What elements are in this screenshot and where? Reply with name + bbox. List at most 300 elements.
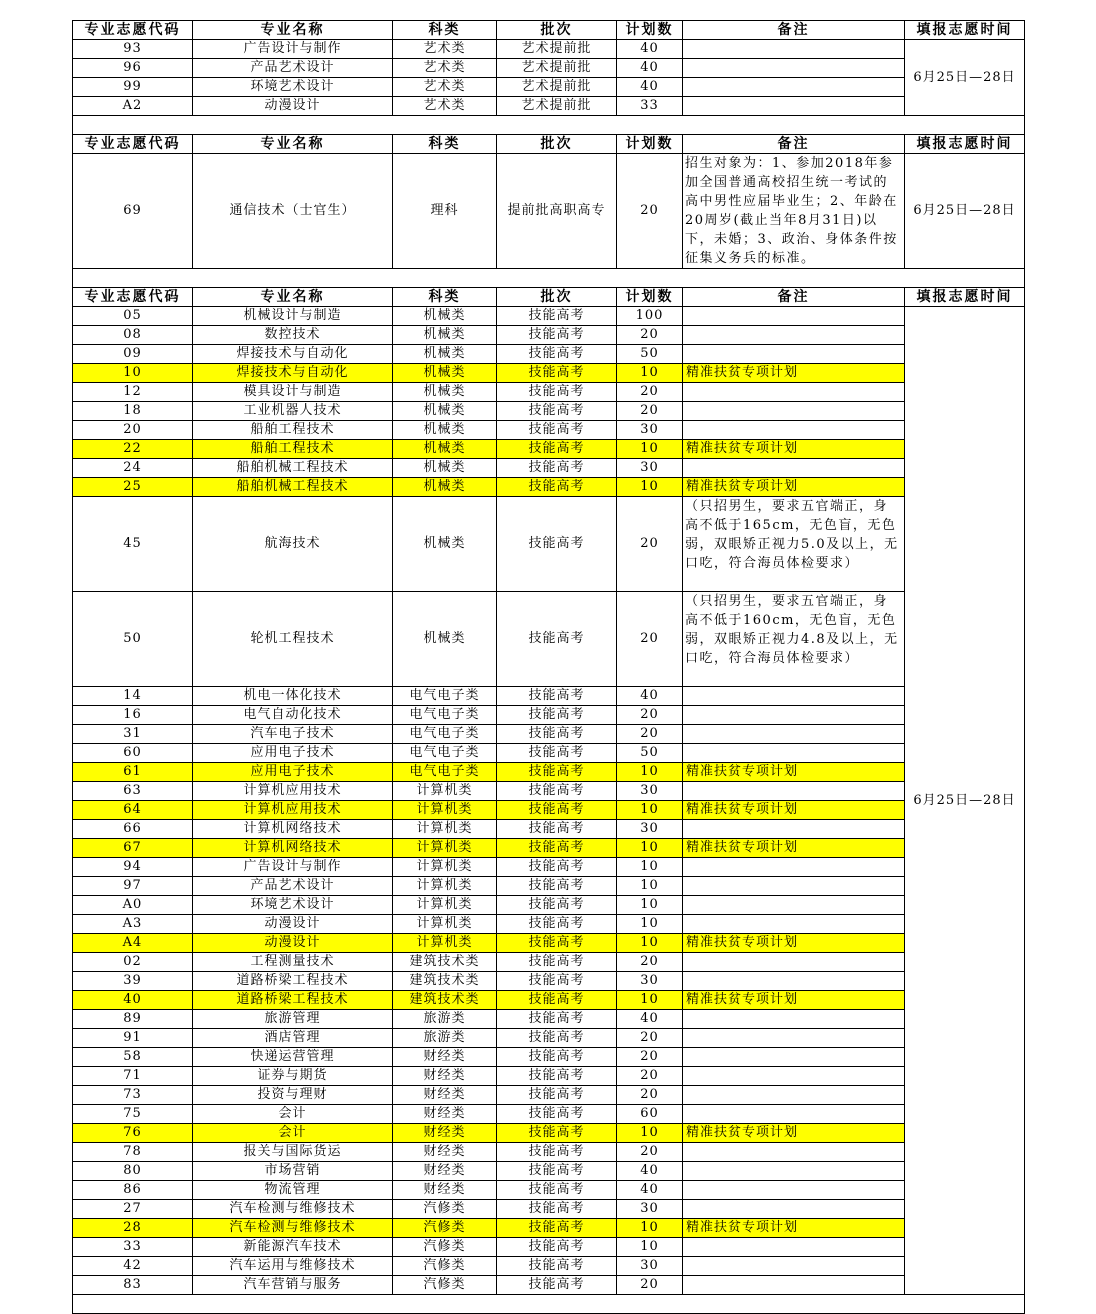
- table-row: [73, 1105, 1025, 1124]
- cell-code: 73: [73, 1086, 193, 1105]
- cell-batch: 技能高考: [497, 725, 617, 744]
- cell-plan: 50: [617, 744, 683, 763]
- table-row: [73, 40, 1025, 59]
- cell-batch: 技能高考: [497, 1181, 617, 1200]
- cell-code: 60: [73, 744, 193, 763]
- cell-batch: 技能高考: [497, 1086, 617, 1105]
- header-row-2: [73, 135, 1025, 154]
- cell-plan: 50: [617, 345, 683, 364]
- cell-batch: 技能高考: [497, 1105, 617, 1124]
- cell-note: [683, 345, 905, 364]
- cell-batch: 技能高考: [497, 497, 617, 592]
- cell-batch: 技能高考: [497, 991, 617, 1010]
- table-row: [73, 97, 1025, 116]
- cell-note: [683, 326, 905, 345]
- cell-note: [683, 725, 905, 744]
- cell-name: 机械设计与制造: [193, 307, 393, 326]
- table-row: [73, 1124, 1025, 1143]
- cell-plan: 20: [617, 1143, 683, 1162]
- cell-plan: 20: [617, 1276, 683, 1295]
- cell-batch: 技能高考: [497, 1162, 617, 1181]
- cell-name: 焊接技术与自动化: [193, 364, 393, 383]
- cell-note: [683, 1162, 905, 1181]
- cell-plan: 33: [617, 97, 683, 116]
- cell-category: 财经类: [393, 1048, 497, 1067]
- cell-batch: 技能高考: [497, 440, 617, 459]
- header-time: 填报志愿时间: [905, 21, 1025, 40]
- cell-code: 20: [73, 421, 193, 440]
- cell-code: 86: [73, 1181, 193, 1200]
- cell-code: 93: [73, 40, 193, 59]
- cell-name: 市场营销: [193, 1162, 393, 1181]
- cell-plan: 20: [617, 497, 683, 592]
- cell-code: 14: [73, 687, 193, 706]
- cell-note: [683, 1010, 905, 1029]
- table-row: [73, 307, 1025, 326]
- cell-category: 汽修类: [393, 1219, 497, 1238]
- cell-plan: 20: [617, 706, 683, 725]
- cell-name: 工程测量技术: [193, 953, 393, 972]
- table-row: [73, 59, 1025, 78]
- cell-plan: 10: [617, 440, 683, 459]
- cell-name: 物流管理: [193, 1181, 393, 1200]
- cell-name: 环境艺术设计: [193, 78, 393, 97]
- cell-code: 89: [73, 1010, 193, 1029]
- cell-batch: 艺术提前批: [497, 97, 617, 116]
- cell-plan: 30: [617, 782, 683, 801]
- cell-name: 通信技术（士官生）: [193, 154, 393, 269]
- cell-code: 75: [73, 1105, 193, 1124]
- cell-category: 机械类: [393, 459, 497, 478]
- cell-batch: 技能高考: [497, 383, 617, 402]
- cell-batch: 技能高考: [497, 687, 617, 706]
- cell-plan: 10: [617, 991, 683, 1010]
- header-plan: 计划数: [617, 135, 683, 154]
- cell-batch: 技能高考: [497, 1143, 617, 1162]
- table-row: [73, 383, 1025, 402]
- cell-category: 电气电子类: [393, 725, 497, 744]
- cell-plan: 20: [617, 154, 683, 269]
- cell-category: 计算机类: [393, 820, 497, 839]
- cell-plan: 20: [617, 725, 683, 744]
- cell-note: 精准扶贫专项计划: [683, 1124, 905, 1143]
- header-row-3: [73, 288, 1025, 307]
- cell-category: 机械类: [393, 307, 497, 326]
- cell-name: 船舶机械工程技术: [193, 478, 393, 497]
- cell-category: 建筑技术类: [393, 991, 497, 1010]
- cell-note: [683, 1276, 905, 1295]
- cell-category: 财经类: [393, 1105, 497, 1124]
- table-row: [73, 801, 1025, 820]
- cell-batch: 技能高考: [497, 345, 617, 364]
- cell-batch: 提前批高职高专: [497, 154, 617, 269]
- cell-code: 40: [73, 991, 193, 1010]
- spacer-row: [73, 269, 1025, 288]
- table-row: [73, 592, 1025, 687]
- cell-batch: 艺术提前批: [497, 59, 617, 78]
- cell-note: [683, 896, 905, 915]
- spacer-cell: [73, 116, 1025, 135]
- table-row: [73, 497, 1025, 592]
- cell-batch: 技能高考: [497, 1029, 617, 1048]
- cell-name: 工业机器人技术: [193, 402, 393, 421]
- cell-category: 机械类: [393, 326, 497, 345]
- cell-batch: 技能高考: [497, 1010, 617, 1029]
- cell-code: 45: [73, 497, 193, 592]
- cell-name: 模具设计与制造: [193, 383, 393, 402]
- cell-name: 广告设计与制作: [193, 858, 393, 877]
- table-row: [73, 440, 1025, 459]
- cell-name: 动漫设计: [193, 915, 393, 934]
- cell-code: 18: [73, 402, 193, 421]
- cell-plan: 30: [617, 421, 683, 440]
- cell-category: 艺术类: [393, 40, 497, 59]
- cell-category: 机械类: [393, 364, 497, 383]
- cell-plan: 20: [617, 1067, 683, 1086]
- table-row: [73, 364, 1025, 383]
- cell-note: [683, 459, 905, 478]
- table-row: [73, 877, 1025, 896]
- cell-note: 精准扶贫专项计划: [683, 478, 905, 497]
- admission-plan-sheet: [72, 20, 1024, 1314]
- cell-plan: 40: [617, 40, 683, 59]
- cell-note: [683, 1181, 905, 1200]
- header-time: 填报志愿时间: [905, 135, 1025, 154]
- cell-note: 精准扶贫专项计划: [683, 934, 905, 953]
- cell-note: [683, 1029, 905, 1048]
- cell-code: 08: [73, 326, 193, 345]
- cell-plan: 40: [617, 1162, 683, 1181]
- header-time: 填报志愿时间: [905, 288, 1025, 307]
- cell-plan: 10: [617, 839, 683, 858]
- cell-category: 机械类: [393, 383, 497, 402]
- header-batch: 批次: [497, 21, 617, 40]
- spacer-row: [73, 1295, 1025, 1314]
- cell-note: 精准扶贫专项计划: [683, 763, 905, 782]
- cell-plan: 10: [617, 801, 683, 820]
- cell-code: 24: [73, 459, 193, 478]
- cell-batch: 技能高考: [497, 592, 617, 687]
- cell-batch: 技能高考: [497, 820, 617, 839]
- cell-plan: 10: [617, 934, 683, 953]
- cell-name: 广告设计与制作: [193, 40, 393, 59]
- table-row: [73, 1162, 1025, 1181]
- cell-note: 精准扶贫专项计划: [683, 1219, 905, 1238]
- table-row: [73, 402, 1025, 421]
- table-row: [73, 839, 1025, 858]
- cell-category: 财经类: [393, 1124, 497, 1143]
- cell-batch: 艺术提前批: [497, 40, 617, 59]
- header-category: 科类: [393, 135, 497, 154]
- cell-category: 艺术类: [393, 59, 497, 78]
- cell-batch: 技能高考: [497, 877, 617, 896]
- cell-name: 船舶工程技术: [193, 421, 393, 440]
- cell-code: 39: [73, 972, 193, 991]
- cell-name: 旅游管理: [193, 1010, 393, 1029]
- cell-code: 64: [73, 801, 193, 820]
- cell-category: 计算机类: [393, 877, 497, 896]
- cell-code: A3: [73, 915, 193, 934]
- cell-batch: 技能高考: [497, 1257, 617, 1276]
- cell-note: [683, 972, 905, 991]
- table-row: [73, 858, 1025, 877]
- table-row: [73, 1219, 1025, 1238]
- table-row: [73, 1276, 1025, 1295]
- table-row: [73, 1200, 1025, 1219]
- cell-category: 财经类: [393, 1181, 497, 1200]
- header-category: 科类: [393, 288, 497, 307]
- cell-batch: 技能高考: [497, 1238, 617, 1257]
- cell-category: 机械类: [393, 497, 497, 592]
- cell-code: 42: [73, 1257, 193, 1276]
- cell-note: [683, 1143, 905, 1162]
- header-category: 科类: [393, 21, 497, 40]
- cell-category: 财经类: [393, 1086, 497, 1105]
- cell-plan: 30: [617, 1257, 683, 1276]
- cell-code: 96: [73, 59, 193, 78]
- cell-batch: 技能高考: [497, 858, 617, 877]
- cell-category: 艺术类: [393, 97, 497, 116]
- table-row: [73, 1143, 1025, 1162]
- cell-batch: 技能高考: [497, 1124, 617, 1143]
- header-batch: 批次: [497, 135, 617, 154]
- table-row: [73, 991, 1025, 1010]
- cell-plan: 20: [617, 402, 683, 421]
- cell-name: 环境艺术设计: [193, 896, 393, 915]
- cell-batch: 技能高考: [497, 706, 617, 725]
- cell-name: 汽车电子技术: [193, 725, 393, 744]
- table-row: [73, 154, 1025, 269]
- cell-plan: 20: [617, 1029, 683, 1048]
- header-note: 备注: [683, 288, 905, 307]
- table-row: [73, 1067, 1025, 1086]
- cell-note: [683, 687, 905, 706]
- cell-batch: 艺术提前批: [497, 78, 617, 97]
- cell-category: 理科: [393, 154, 497, 269]
- cell-category: 汽修类: [393, 1238, 497, 1257]
- header-plan: 计划数: [617, 21, 683, 40]
- cell-category: 计算机类: [393, 782, 497, 801]
- cell-code: 58: [73, 1048, 193, 1067]
- cell-name: 汽车运用与维修技术: [193, 1257, 393, 1276]
- cell-name: 焊接技术与自动化: [193, 345, 393, 364]
- table-row: [73, 1257, 1025, 1276]
- cell-note: 精准扶贫专项计划: [683, 801, 905, 820]
- cell-plan: 60: [617, 1105, 683, 1124]
- cell-name: 酒店管理: [193, 1029, 393, 1048]
- cell-code: 76: [73, 1124, 193, 1143]
- cell-batch: 技能高考: [497, 953, 617, 972]
- cell-plan: 30: [617, 1200, 683, 1219]
- cell-batch: 技能高考: [497, 763, 617, 782]
- header-code: 专业志愿代码: [73, 288, 193, 307]
- cell-batch: 技能高考: [497, 896, 617, 915]
- cell-name: 航海技术: [193, 497, 393, 592]
- cell-code: 16: [73, 706, 193, 725]
- cell-category: 建筑技术类: [393, 972, 497, 991]
- cell-code: 63: [73, 782, 193, 801]
- cell-code: 10: [73, 364, 193, 383]
- cell-batch: 技能高考: [497, 402, 617, 421]
- cell-category: 计算机类: [393, 934, 497, 953]
- table-row: [73, 1010, 1025, 1029]
- table-row: [73, 782, 1025, 801]
- cell-note: [683, 1257, 905, 1276]
- spacer-cell: [73, 1295, 1025, 1314]
- table-row: [73, 326, 1025, 345]
- cell-code: 91: [73, 1029, 193, 1048]
- cell-category: 机械类: [393, 478, 497, 497]
- cell-name: 道路桥梁工程技术: [193, 991, 393, 1010]
- cell-name: 汽车营销与服务: [193, 1276, 393, 1295]
- table-row: [73, 725, 1025, 744]
- cell-code: A4: [73, 934, 193, 953]
- table-row: [73, 972, 1025, 991]
- table-row: [73, 345, 1025, 364]
- cell-name: 船舶机械工程技术: [193, 459, 393, 478]
- cell-name: 轮机工程技术: [193, 592, 393, 687]
- cell-code: 25: [73, 478, 193, 497]
- header-note: 备注: [683, 135, 905, 154]
- cell-name: 道路桥梁工程技术: [193, 972, 393, 991]
- cell-code: 97: [73, 877, 193, 896]
- cell-category: 电气电子类: [393, 744, 497, 763]
- header-code: 专业志愿代码: [73, 135, 193, 154]
- cell-category: 财经类: [393, 1143, 497, 1162]
- table-row: [73, 934, 1025, 953]
- cell-note: [683, 820, 905, 839]
- cell-plan: 20: [617, 326, 683, 345]
- table-row: [73, 1086, 1025, 1105]
- cell-batch: 技能高考: [497, 1067, 617, 1086]
- cell-batch: 技能高考: [497, 972, 617, 991]
- cell-category: 计算机类: [393, 858, 497, 877]
- cell-plan: 40: [617, 1010, 683, 1029]
- cell-name: 会计: [193, 1124, 393, 1143]
- cell-name: 快递运营管理: [193, 1048, 393, 1067]
- table-row: [73, 78, 1025, 97]
- cell-batch: 技能高考: [497, 915, 617, 934]
- cell-category: 艺术类: [393, 78, 497, 97]
- cell-code: 02: [73, 953, 193, 972]
- cell-note: [683, 1067, 905, 1086]
- header-plan: 计划数: [617, 288, 683, 307]
- cell-note: [683, 744, 905, 763]
- cell-batch: 技能高考: [497, 364, 617, 383]
- cell-batch: 技能高考: [497, 1219, 617, 1238]
- cell-name: 船舶工程技术: [193, 440, 393, 459]
- cell-note: （只招男生，要求五官端正，身高不低于165cm，无色盲，无色弱，双眼矫正视力5.0及以上，无口吃，符合海员体检要求）: [683, 497, 905, 592]
- cell-plan: 20: [617, 592, 683, 687]
- header-name: 专业名称: [193, 135, 393, 154]
- cell-plan: 40: [617, 687, 683, 706]
- cell-category: 旅游类: [393, 1010, 497, 1029]
- cell-note: [683, 706, 905, 725]
- header-batch: 批次: [497, 288, 617, 307]
- cell-plan: 20: [617, 1086, 683, 1105]
- cell-plan: 10: [617, 877, 683, 896]
- cell-name: 会计: [193, 1105, 393, 1124]
- cell-name: 汽车检测与维修技术: [193, 1200, 393, 1219]
- cell-code: 61: [73, 763, 193, 782]
- cell-plan: 10: [617, 1238, 683, 1257]
- cell-batch: 技能高考: [497, 478, 617, 497]
- cell-batch: 技能高考: [497, 326, 617, 345]
- admission-plan-table: [72, 20, 1025, 1314]
- cell-code: 94: [73, 858, 193, 877]
- cell-plan: 10: [617, 1219, 683, 1238]
- cell-code: 09: [73, 345, 193, 364]
- table-row: [73, 763, 1025, 782]
- cell-note: 精准扶贫专项计划: [683, 440, 905, 459]
- cell-category: 汽修类: [393, 1257, 497, 1276]
- cell-category: 财经类: [393, 1162, 497, 1181]
- cell-category: 旅游类: [393, 1029, 497, 1048]
- table-row: [73, 687, 1025, 706]
- cell-name: 动漫设计: [193, 97, 393, 116]
- cell-category: 机械类: [393, 402, 497, 421]
- cell-name: 数控技术: [193, 326, 393, 345]
- cell-name: 应用电子技术: [193, 763, 393, 782]
- cell-plan: 10: [617, 1124, 683, 1143]
- cell-note: [683, 915, 905, 934]
- cell-category: 机械类: [393, 345, 497, 364]
- header-code: 专业志愿代码: [73, 21, 193, 40]
- table-row: [73, 478, 1025, 497]
- cell-batch: 技能高考: [497, 1200, 617, 1219]
- cell-batch: 技能高考: [497, 307, 617, 326]
- cell-name: 新能源汽车技术: [193, 1238, 393, 1257]
- cell-batch: 技能高考: [497, 782, 617, 801]
- table-row: [73, 1029, 1025, 1048]
- header-name: 专业名称: [193, 288, 393, 307]
- table-row: [73, 744, 1025, 763]
- table-row: [73, 1048, 1025, 1067]
- cell-category: 计算机类: [393, 915, 497, 934]
- cell-code: 78: [73, 1143, 193, 1162]
- cell-batch: 技能高考: [497, 1048, 617, 1067]
- header-row-1: [73, 21, 1025, 40]
- cell-code: 28: [73, 1219, 193, 1238]
- cell-note: [683, 40, 905, 59]
- cell-code: 50: [73, 592, 193, 687]
- cell-code: A0: [73, 896, 193, 915]
- cell-time: 6月25日—28日: [905, 154, 1025, 269]
- cell-category: 电气电子类: [393, 763, 497, 782]
- cell-code: 66: [73, 820, 193, 839]
- cell-category: 机械类: [393, 592, 497, 687]
- cell-note: 精准扶贫专项计划: [683, 991, 905, 1010]
- table-row: [73, 421, 1025, 440]
- cell-code: 05: [73, 307, 193, 326]
- table-row: [73, 1181, 1025, 1200]
- cell-name: 动漫设计: [193, 934, 393, 953]
- cell-name: 应用电子技术: [193, 744, 393, 763]
- cell-category: 机械类: [393, 421, 497, 440]
- cell-plan: 100: [617, 307, 683, 326]
- cell-code: 31: [73, 725, 193, 744]
- cell-plan: 10: [617, 478, 683, 497]
- cell-code: 99: [73, 78, 193, 97]
- cell-category: 机械类: [393, 440, 497, 459]
- cell-plan: 10: [617, 763, 683, 782]
- table-row: [73, 1238, 1025, 1257]
- cell-plan: 40: [617, 1181, 683, 1200]
- cell-note: [683, 59, 905, 78]
- cell-note: 精准扶贫专项计划: [683, 839, 905, 858]
- cell-plan: 30: [617, 459, 683, 478]
- cell-category: 汽修类: [393, 1200, 497, 1219]
